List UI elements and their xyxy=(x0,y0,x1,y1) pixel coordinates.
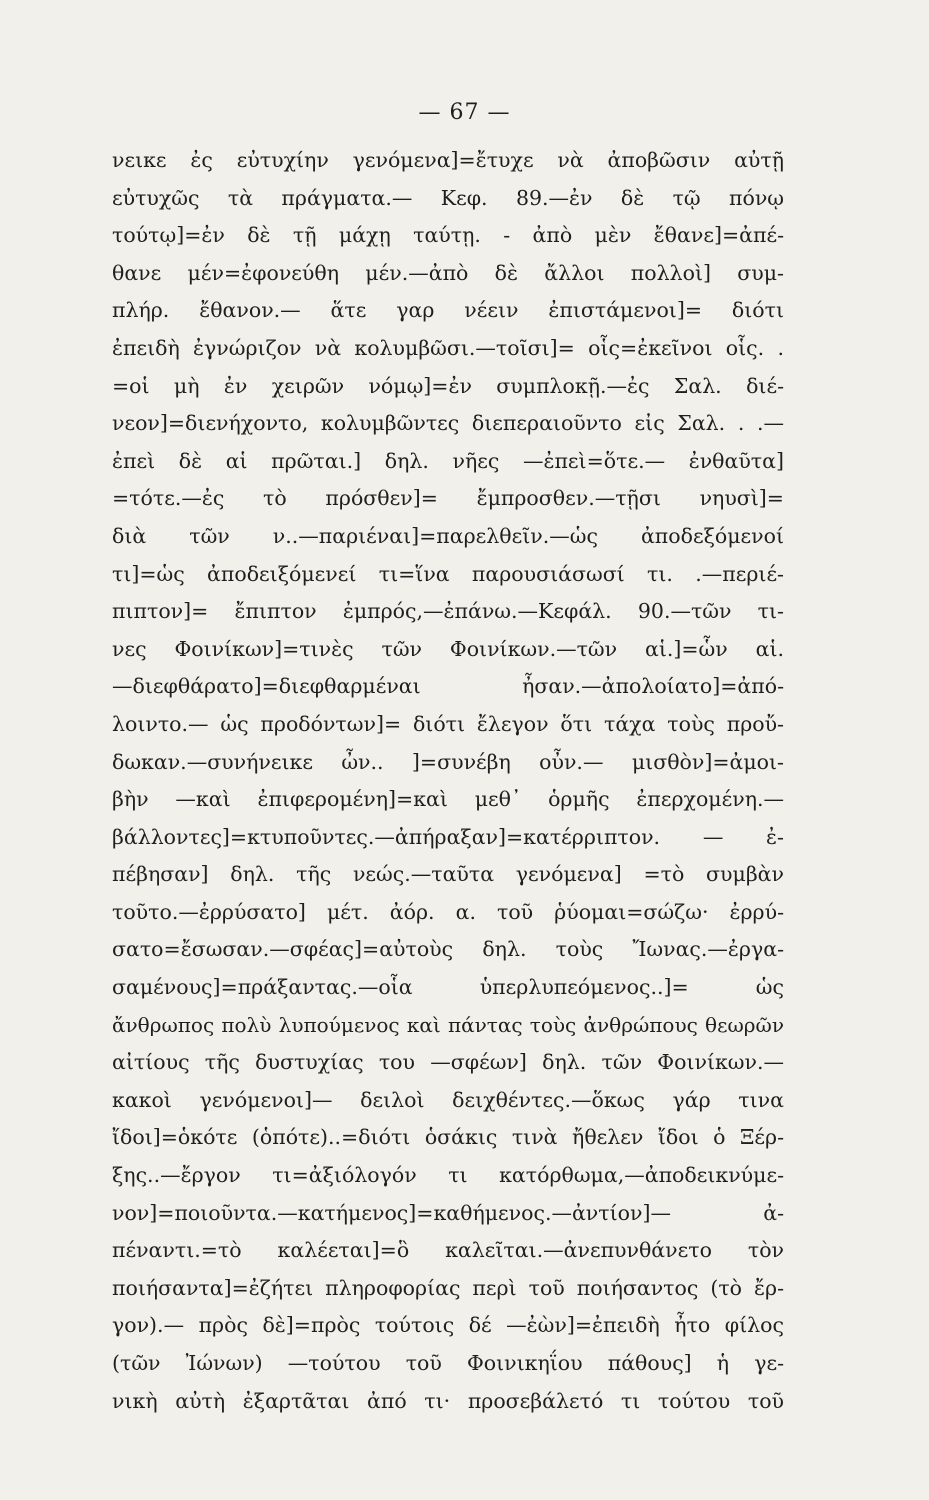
text-line: βὴν —καὶ ἐπιφερομένη]=καὶ μεθ᾽ ὁρμῆς ἐπερχομένη.— xyxy=(112,787,784,812)
text-line: πλήρ. ἔθανον.— ἅτε γαρ νέειν ἐπιστάμενοι]= διότι xyxy=(112,298,784,323)
text-line: βάλλοντες]=κτυποῦντες.—ἀπήραξαν]=κατέρριπτον. — ἐ- xyxy=(112,824,784,849)
text-line: ἐπεὶ δὲ αἱ πρῶται.] δηλ. νῆες —ἐπεὶ=ὅτε.— ἐνθαῦτα] xyxy=(112,448,784,473)
text-line: ἐπειδὴ ἐγνώριζον νὰ κολυμβῶσι.—τοῖσι]= οἷς=ἐκεῖνοι οἷς. . xyxy=(112,335,784,360)
text-line: —διεφθάρατο]=διεφθαρμέναι ἦσαν.—ἀπολοίατο]=ἀπό- xyxy=(112,674,784,699)
text-line: =οἱ μὴ ἐν χειρῶν νόμῳ]=ἐν συμπλοκῇ.—ἐς Σαλ. διέ- xyxy=(112,373,784,398)
text-line: ἄνθρωπος πολὺ λυπούμενος καὶ πάντας τοὺς ἀνθρώπους θεωρῶν xyxy=(112,1012,784,1037)
text-line: γον).— πρὸς δὲ]=πρὸς τούτοις δέ —ἐὼν]=ἐπειδὴ ἦτο φίλος xyxy=(112,1313,784,1338)
text-line: δωκαν.—συνήνεικε ὦν.. ]=συνέβη οὖν.— μισθὸν]=ἀμοι- xyxy=(112,749,784,774)
text-line: ποιήσαντα]=ἐζήτει πληροφορίας περὶ τοῦ ποιήσαντος (τὸ ἔρ- xyxy=(112,1275,784,1300)
page-number: — 67 — xyxy=(418,100,511,125)
text-line: θανε μέν=ἐφονεύθη μέν.—ἀπὸ δὲ ἄλλοι πολλοὶ] συμ- xyxy=(112,260,784,285)
text-line: διὰ τῶν ν..—παριέναι]=παρελθεῖν.—ὡς ἀποδεξόμενοί xyxy=(112,523,784,548)
text-line: τοῦτο.—ἐρρύσατο] μέτ. ἀόρ. α. τοῦ ῥύομαι=σώζω· ἐρρύ- xyxy=(112,899,784,924)
text-line: λοιντο.— ὡς προδόντων]= διότι ἔλεγον ὅτι τάχα τοὺς προὔ- xyxy=(112,711,784,736)
text-line: ξης..—ἔργον τι=ἀξιόλογόν τι κατόρθωμα,—ἀποδεικνύμε- xyxy=(112,1163,784,1188)
text-line: νεικε ἐς εὐτυχίην γενόμενα]=ἔτυχε νὰ ἀποβῶσιν αὐτῇ xyxy=(112,148,784,172)
text-line: σαμένους]=πράξαντας.—οἷα ὑπερλυπεόμενος..]= ὡς xyxy=(112,975,784,1000)
text-line: εὐτυχῶς τὰ πράγματα.— Κεφ. 89.—ἐν δὲ τῷ πόνῳ xyxy=(112,185,784,210)
text-line: κακοὶ γενόμενοι]— δειλοὶ δειχθέντες.—ὅκως γάρ τινα xyxy=(112,1087,784,1112)
body-text xyxy=(112,142,784,1420)
text-line: νεον]=διενήχοντο, κολυμβῶντες διεπεραιοῦντο εἰς Σαλ. . .— xyxy=(112,411,784,436)
text-line: ἴδοι]=ὁκότε (ὁπότε)..=διότι ὁσάκις τινὰ ἤθελεν ἴδοι ὁ Ξέρ- xyxy=(112,1125,784,1150)
text-line: πέβησαν] δηλ. τῆς νεώς.—ταῦτα γενόμενα] =τὸ συμβὰν xyxy=(112,862,784,887)
text-line: πέναντι.=τὸ καλέεται]=ὃ καλεῖται.—ἀνεπυνθάνετο τὸν xyxy=(112,1238,784,1263)
text-line: νες Φοινίκων]=τινὲς τῶν Φοινίκων.—τῶν αἱ.]=ὧν αἱ. xyxy=(112,636,784,661)
text-line: τούτῳ]=ἐν δὲ τῇ μάχῃ ταύτῃ. - ἀπὸ μὲν ἔθανε]=ἀπέ- xyxy=(112,223,784,248)
text-line: =τότε.—ἐς τὸ πρόσθεν]= ἔμπροσθεν.—τῇσι νηυσὶ]= xyxy=(112,486,784,511)
text-line: πιπτον]= ἔπιπτον ἐμπρός,—ἐπάνω.—Κεφάλ. 90.—τῶν τι- xyxy=(112,599,784,624)
text-line: νικὴ αὐτὴ ἐξαρτᾶται ἀπό τι· προσεβάλετό τι τούτου τοῦ xyxy=(112,1388,784,1413)
text-line: αἰτίους τῆς δυστυχίας του —σφέων] δηλ. τῶν Φοινίκων.— xyxy=(112,1050,784,1075)
text-line: σατο=ἔσωσαν.—σφέας]=αὐτοὺς δηλ. τοὺς Ἴωνας.—ἐργα- xyxy=(112,937,784,962)
text-line: τι]=ὡς ἀποδειξόμενεί τι=ἵνα παρουσιάσωσί τι. .—περιέ- xyxy=(112,561,784,586)
text-line: (τῶν Ἰώνων) —τούτου τοῦ Φοινικηΐου πάθους] ἡ γε- xyxy=(112,1351,784,1375)
text-line: νον]=ποιοῦντα.—κατήμενος]=καθήμενος.—ἀντίον]— ἀ- xyxy=(112,1200,784,1225)
